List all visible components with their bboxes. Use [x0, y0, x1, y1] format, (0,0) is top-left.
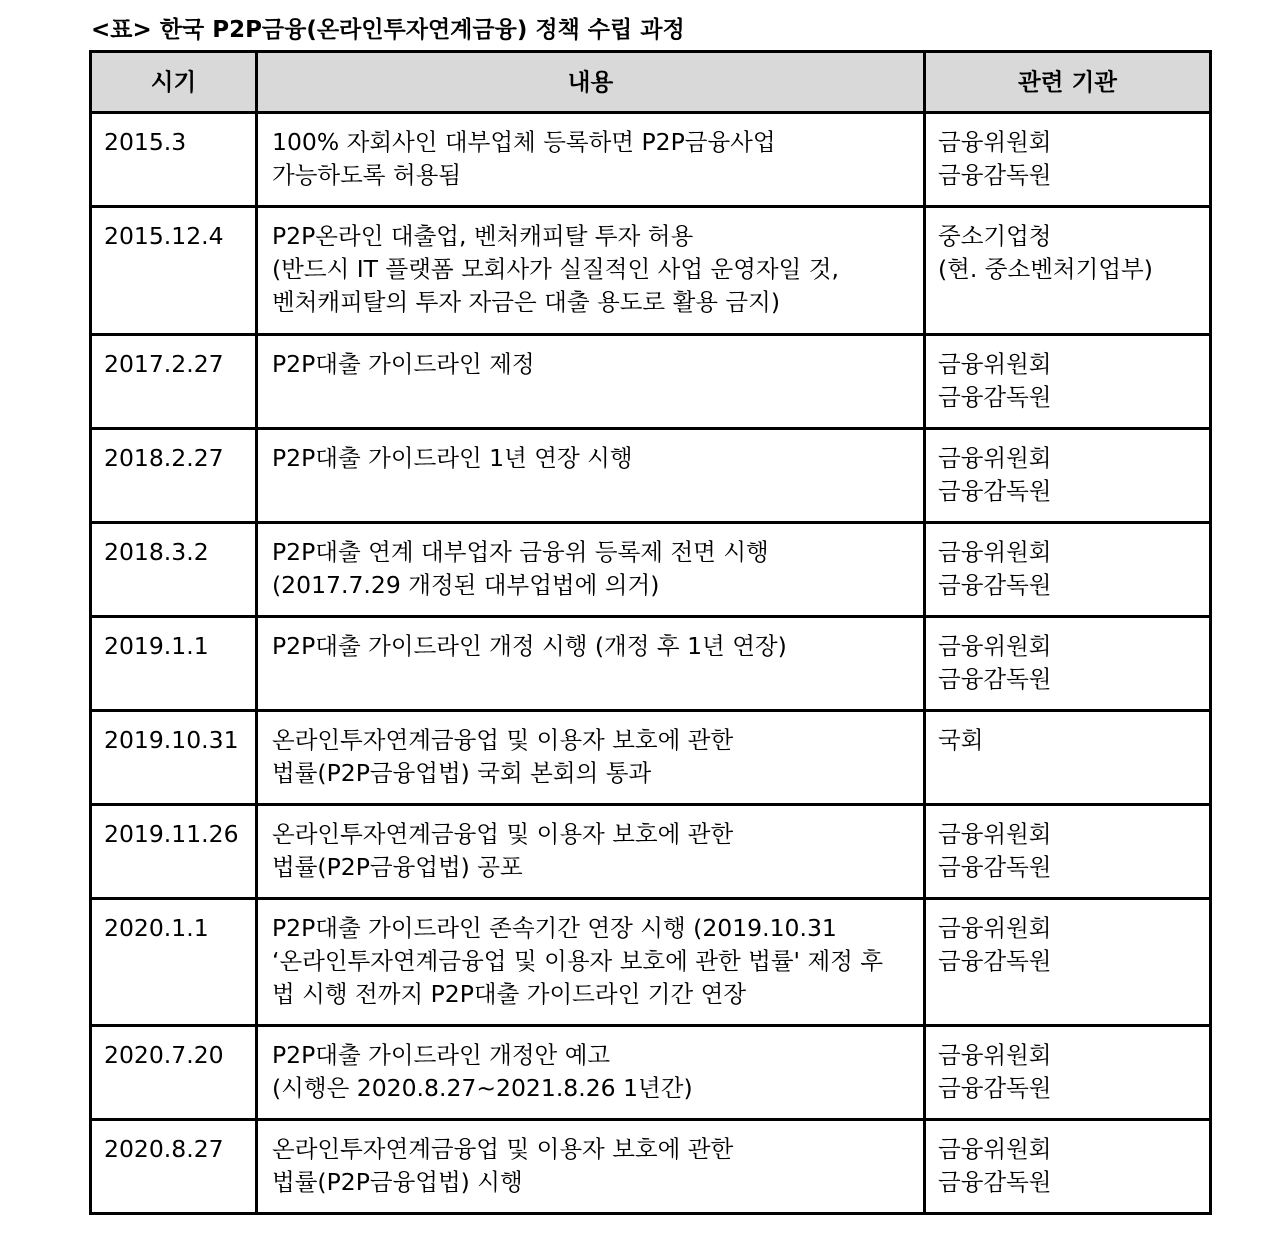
content-cell: 온라인투자연계금융업 및 이용자 보호에 관한 법률(P2P금융업법) 공포	[257, 805, 925, 899]
period-cell: 2020.7.20	[91, 1026, 257, 1120]
table-row	[91, 899, 1211, 1026]
table-row	[91, 113, 1211, 207]
policy-timeline-table	[89, 50, 1212, 1215]
content-cell: P2P대출 가이드라인 존속기간 연장 시행 (2019.10.31 ‘온라인투자연계금융업 및 이용자 보호에 관한 법률' 제정 후 법 시행 전까지 P2P대출 가이드라인 기간 연장	[257, 899, 925, 1026]
agency-cell: 국회	[925, 711, 1211, 805]
table-header-row	[91, 52, 1211, 113]
period-cell: 2020.8.27	[91, 1120, 257, 1214]
content-cell: P2P온라인 대출업, 벤처캐피탈 투자 허용 (반드시 IT 플랫폼 모회사가 실질적인 사업 운영자일 것, 벤처캐피탈의 투자 자금은 대출 용도로 활용 금지)	[257, 207, 925, 335]
table-row	[91, 429, 1211, 523]
table-row	[91, 805, 1211, 899]
content-cell: P2P대출 가이드라인 개정 시행 (개정 후 1년 연장)	[257, 617, 925, 711]
table-row	[91, 1120, 1211, 1214]
content-cell: P2P대출 연계 대부업자 금융위 등록제 전면 시행 (2017.7.29 개정된 대부업법에 의거)	[257, 523, 925, 617]
period-cell: 2020.1.1	[91, 899, 257, 1026]
period-cell: 2019.1.1	[91, 617, 257, 711]
agency-cell: 금융위원회 금융감독원	[925, 617, 1211, 711]
period-cell: 2015.12.4	[91, 207, 257, 335]
content-cell: P2P대출 가이드라인 1년 연장 시행	[257, 429, 925, 523]
content-cell: P2P대출 가이드라인 개정안 예고 (시행은 2020.8.27~2021.8.26 1년간)	[257, 1026, 925, 1120]
period-cell: 2015.3	[91, 113, 257, 207]
table-row	[91, 207, 1211, 335]
period-cell: 2019.11.26	[91, 805, 257, 899]
agency-cell: 금융위원회 금융감독원	[925, 113, 1211, 207]
agency-cell: 금융위원회 금융감독원	[925, 1120, 1211, 1214]
agency-cell: 중소기업청 (현. 중소벤처기업부)	[925, 207, 1211, 335]
agency-cell: 금융위원회 금융감독원	[925, 429, 1211, 523]
header-content: 내용	[257, 52, 925, 113]
content-cell: 100% 자회사인 대부업체 등록하면 P2P금융사업 가능하도록 허용됨	[257, 113, 925, 207]
table-row	[91, 617, 1211, 711]
period-cell: 2019.10.31	[91, 711, 257, 805]
table-row	[91, 335, 1211, 429]
agency-cell: 금융위원회 금융감독원	[925, 523, 1211, 617]
agency-cell: 금융위원회 금융감독원	[925, 805, 1211, 899]
table-caption: <표> 한국 P2P금융(온라인투자연계금융) 정책 수립 과정	[91, 17, 685, 43]
period-cell: 2017.2.27	[91, 335, 257, 429]
period-cell: 2018.3.2	[91, 523, 257, 617]
content-cell: P2P대출 가이드라인 제정	[257, 335, 925, 429]
table-row	[91, 711, 1211, 805]
table-row	[91, 1026, 1211, 1120]
agency-cell: 금융위원회 금융감독원	[925, 335, 1211, 429]
header-period: 시기	[91, 52, 257, 113]
agency-cell: 금융위원회 금융감독원	[925, 899, 1211, 1026]
agency-cell: 금융위원회 금융감독원	[925, 1026, 1211, 1120]
content-cell: 온라인투자연계금융업 및 이용자 보호에 관한 법률(P2P금융업법) 국회 본회의 통과	[257, 711, 925, 805]
header-agency: 관련 기관	[925, 52, 1211, 113]
period-cell: 2018.2.27	[91, 429, 257, 523]
content-cell: 온라인투자연계금융업 및 이용자 보호에 관한 법률(P2P금융업법) 시행	[257, 1120, 925, 1214]
table-row	[91, 523, 1211, 617]
